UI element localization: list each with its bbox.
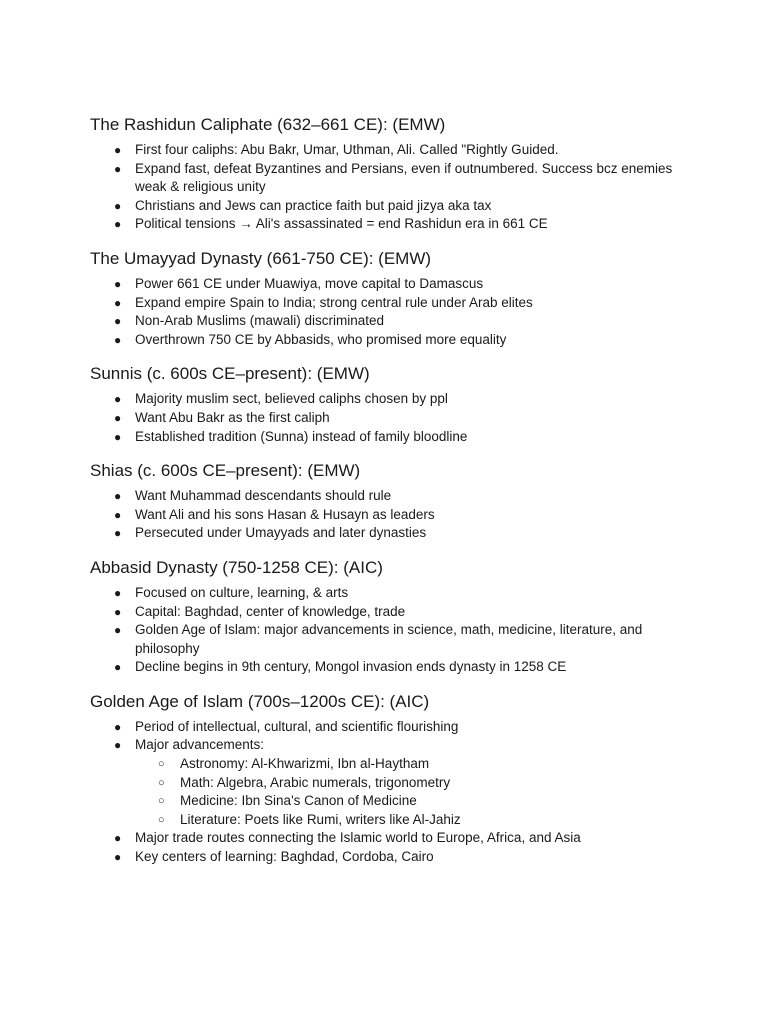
bullet-icon: ● — [114, 850, 122, 865]
bullet-list — [90, 718, 690, 755]
list-item: ● Christians and Jews can practice faith but paid jizya aka tax — [90, 197, 690, 216]
hollow-bullet-icon: ○ — [158, 776, 165, 789]
bullet-list — [90, 829, 690, 866]
list-item: ● Want Ali and his sons Hasan & Husayn as leaders — [90, 506, 690, 525]
section-heading: The Rashidun Caliphate (632–661 CE): (EMW) — [90, 115, 446, 134]
hollow-bullet-icon: ○ — [158, 758, 165, 771]
list-item: ● Non-Arab Muslims (mawali) discriminated — [90, 312, 690, 331]
list-item: ● Power 661 CE under Muawiya, move capital to Damascus — [90, 275, 690, 294]
section-shias — [90, 460, 690, 543]
section-heading: The Umayyad Dynasty (661-750 CE): (EMW) — [90, 248, 432, 268]
list-item: ● Established tradition (Sunna) instead of family bloodline — [90, 428, 690, 447]
section-golden-age — [90, 691, 690, 867]
section-heading: Abbasid Dynasty (750-1258 CE): (AIC) — [90, 557, 383, 577]
sub-list-item: ○ Math: Algebra, Arabic numerals, trigonometry — [90, 774, 690, 793]
list-item: ● Major trade routes connecting the Islamic world to Europe, Africa, and Asia — [90, 829, 690, 848]
bullet-list — [90, 390, 690, 446]
bullet-list — [90, 584, 690, 677]
bullet-icon: ● — [114, 604, 122, 619]
sub-list-item: ○ Literature: Poets like Rumi, writers like Al-Jahiz — [90, 811, 690, 830]
section-rashidun — [90, 114, 690, 234]
bullet-icon: ● — [114, 410, 122, 425]
list-item: ● Want Abu Bakr as the first caliph — [90, 409, 690, 428]
list-item: ● Capital: Baghdad, center of knowledge, trade — [90, 603, 690, 622]
list-item: ● Overthrown 750 CE by Abbasids, who promised more equality — [90, 331, 690, 350]
bullet-icon: ● — [114, 276, 122, 291]
list-item: ● Want Muhammad descendants should rule — [90, 487, 690, 506]
bullet-icon: ● — [114, 585, 122, 600]
bullet-list — [90, 275, 690, 349]
bullet-icon: ● — [114, 161, 122, 176]
sub-list-item: ○ Medicine: Ibn Sina's Canon of Medicine — [90, 792, 690, 811]
list-item: ● Period of intellectual, cultural, and scientific flourishing — [90, 718, 690, 737]
list-item: ● Political tensions → Ali's assassinated = end Rashidun era in 661 CE — [90, 215, 690, 234]
bullet-icon: ● — [114, 831, 122, 846]
bullet-icon: ● — [114, 429, 122, 444]
hollow-bullet-icon: ○ — [158, 795, 165, 808]
section-heading: Shias (c. 600s CE–present): (EMW) — [90, 461, 361, 481]
bullet-icon: ● — [114, 526, 122, 541]
bullet-list — [90, 141, 690, 234]
list-item: ● Major advancements: — [90, 736, 690, 755]
list-item: ● Focused on culture, learning, & arts — [90, 584, 690, 603]
section-sunnis — [90, 363, 690, 446]
section-heading: Sunnis (c. 600s CE–present): (EMW) — [90, 364, 370, 384]
bullet-icon: ● — [114, 623, 122, 638]
bullet-icon: ● — [114, 489, 122, 504]
bullet-icon: ● — [114, 332, 122, 347]
bullet-icon: ● — [114, 738, 122, 753]
bullet-icon: ● — [114, 719, 122, 734]
list-item: ● Expand empire Spain to India; strong central rule under Arab elites — [90, 294, 690, 313]
bullet-icon: ● — [114, 143, 122, 157]
list-item: ● Golden Age of Islam: major advancements in science, math, medicine, literature, and philosophy — [114, 622, 643, 656]
bullet-list — [90, 487, 690, 543]
bullet-icon: ● — [114, 295, 122, 310]
list-item: ● Key centers of learning: Baghdad, Cordoba, Cairo — [90, 848, 690, 867]
hollow-bullet-icon: ○ — [158, 813, 165, 826]
list-item: ● Expand fast, defeat Byzantines and Persians, even if outnumbered. Success bcz enemies weak & religious unity — [114, 160, 673, 195]
sub-bullet-list — [90, 755, 690, 829]
bullet-icon: ● — [114, 198, 122, 213]
bullet-icon: ● — [114, 660, 122, 675]
section-umayyad — [90, 248, 690, 349]
list-item: ● Persecuted under Umayyads and later dynasties — [90, 524, 690, 543]
sub-list-item: ○ Astronomy: Al-Khwarizmi, Ibn al-Haytham — [90, 755, 690, 774]
document-content — [90, 114, 690, 881]
list-item: ● Majority muslim sect, believed caliphs chosen by ppl — [90, 390, 690, 409]
bullet-icon: ● — [114, 392, 122, 407]
section-heading: Golden Age of Islam (700s–1200s CE): (AIC) — [90, 691, 430, 711]
bullet-icon: ● — [114, 217, 122, 232]
list-item: ● First four caliphs: Abu Bakr, Umar, Uthman, Ali. Called "Rightly Guided. — [90, 141, 690, 160]
bullet-icon: ● — [114, 507, 122, 522]
section-abbasid — [90, 557, 690, 677]
bullet-icon: ● — [114, 314, 122, 329]
list-item: ● Decline begins in 9th century, Mongol invasion ends dynasty in 1258 CE — [90, 658, 690, 677]
